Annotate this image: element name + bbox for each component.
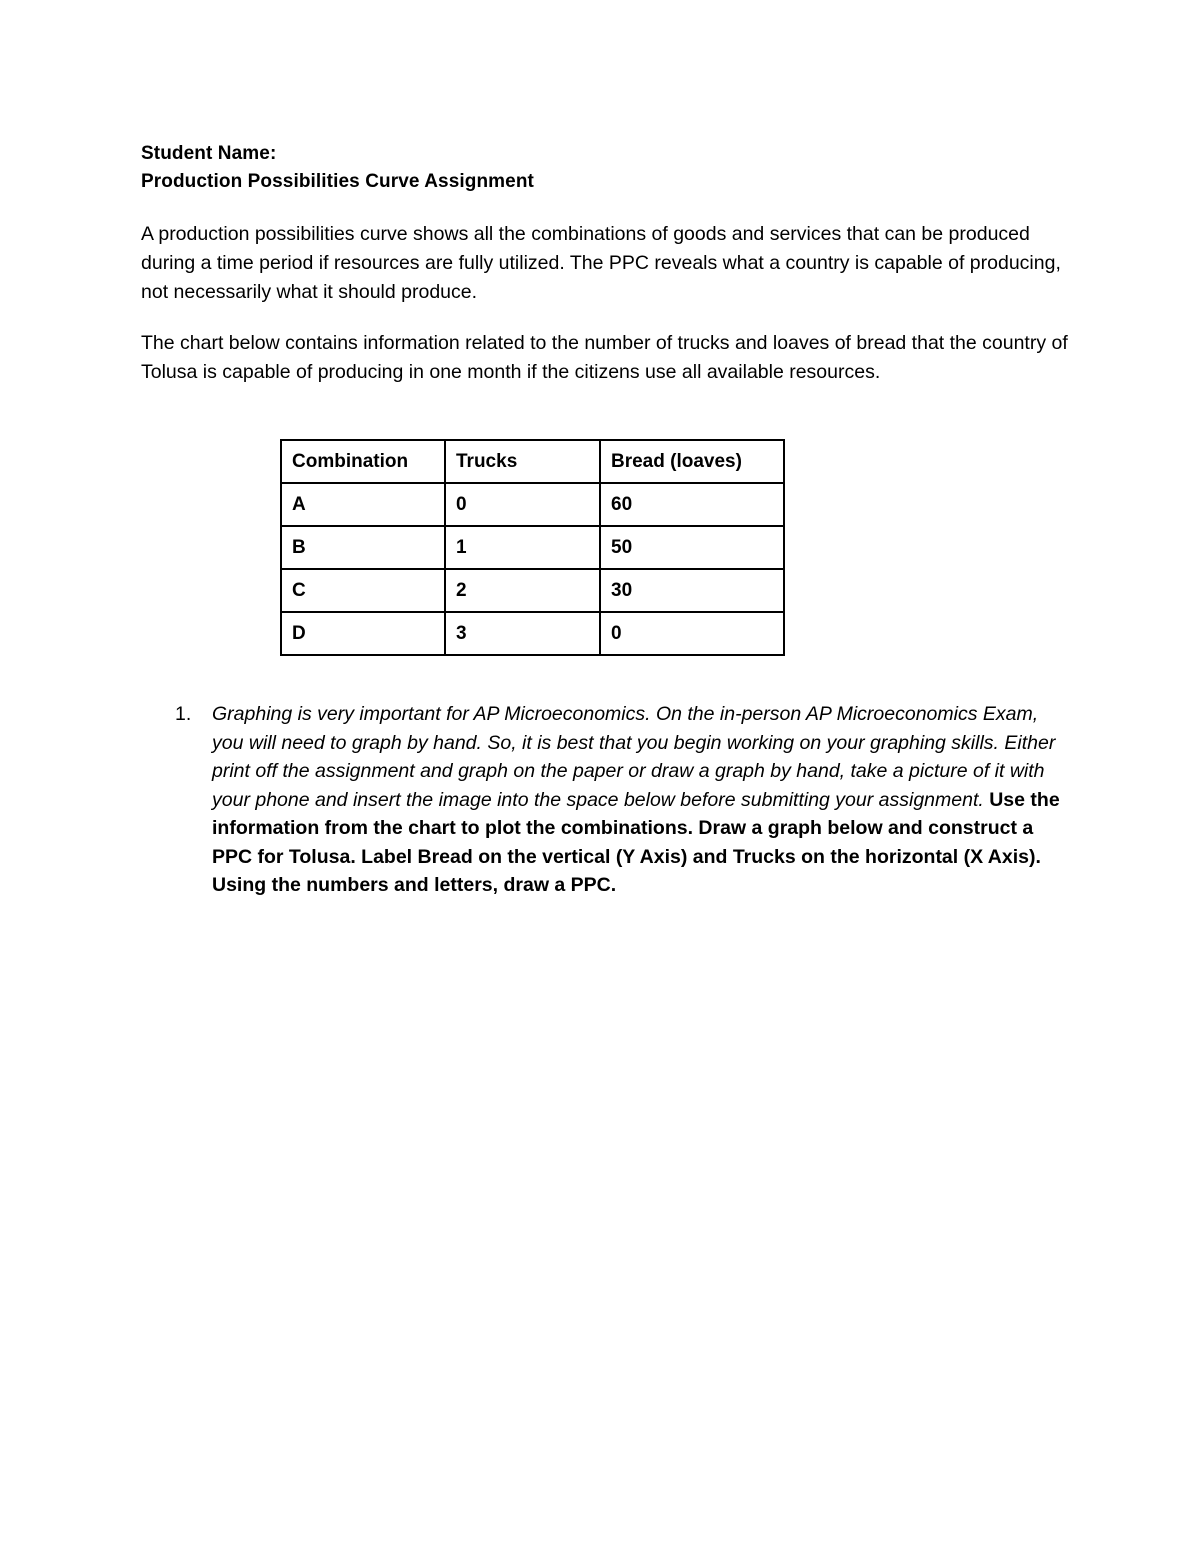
student-name-label: Student Name: xyxy=(141,143,277,164)
question-number: 1. xyxy=(175,703,192,725)
table-cell: 3 xyxy=(445,612,600,655)
table-cell: 2 xyxy=(445,569,600,612)
table-cell: C xyxy=(281,569,445,612)
table-header-cell: Combination xyxy=(281,440,445,483)
production-table xyxy=(280,439,785,656)
intro-paragraph: A production possibilities curve shows all the combinations of goods and services that can be produced during a time period if resources are fully utilized. The PPC reveals what a country is capable of producing, not necessarily what it should produce. xyxy=(141,223,1061,303)
question-body xyxy=(212,700,1062,900)
table-cell: 1 xyxy=(445,526,600,569)
table-header-cell: Bread (loaves) xyxy=(600,440,784,483)
table-cell: 0 xyxy=(600,612,784,655)
table-row xyxy=(281,526,784,569)
table-cell: A xyxy=(281,483,445,526)
question-instructions-bold: Use the information from the chart to plot the combinations. Draw a graph below and construct a PPC for Tolusa. Label Bread on the vertical (Y Axis) and Trucks on the horizontal (X Axis). Using the numbers and letters, draw a PPC. xyxy=(212,788,1060,896)
table-cell: B xyxy=(281,526,445,569)
table-row xyxy=(281,612,784,655)
table-header-cell: Trucks xyxy=(445,440,600,483)
chart-intro-paragraph: The chart below contains information related to the number of trucks and loaves of bread that the country of Tolusa is capable of producing in one month if the citizens use all available resources. xyxy=(141,332,1068,383)
table-cell: 50 xyxy=(600,526,784,569)
question-instructions-italic: Graphing is very important for AP Microeconomics. On the in-person AP Microeconomics Exam, you will need to graph by hand. So, it is best that you begin working on your graphing skills. Either print off the assignment and graph on the paper or draw a graph by hand, take a picture of it with your phone and insert the image into the space below before submitting your assignment. xyxy=(212,703,1056,811)
table-row xyxy=(281,569,784,612)
assignment-title: Production Possibilities Curve Assignment xyxy=(141,171,534,192)
table-cell: 30 xyxy=(600,569,784,612)
table-cell: D xyxy=(281,612,445,655)
table-cell: 60 xyxy=(600,483,784,526)
table-row xyxy=(281,483,784,526)
table-header-row xyxy=(281,440,784,483)
table-cell: 0 xyxy=(445,483,600,526)
